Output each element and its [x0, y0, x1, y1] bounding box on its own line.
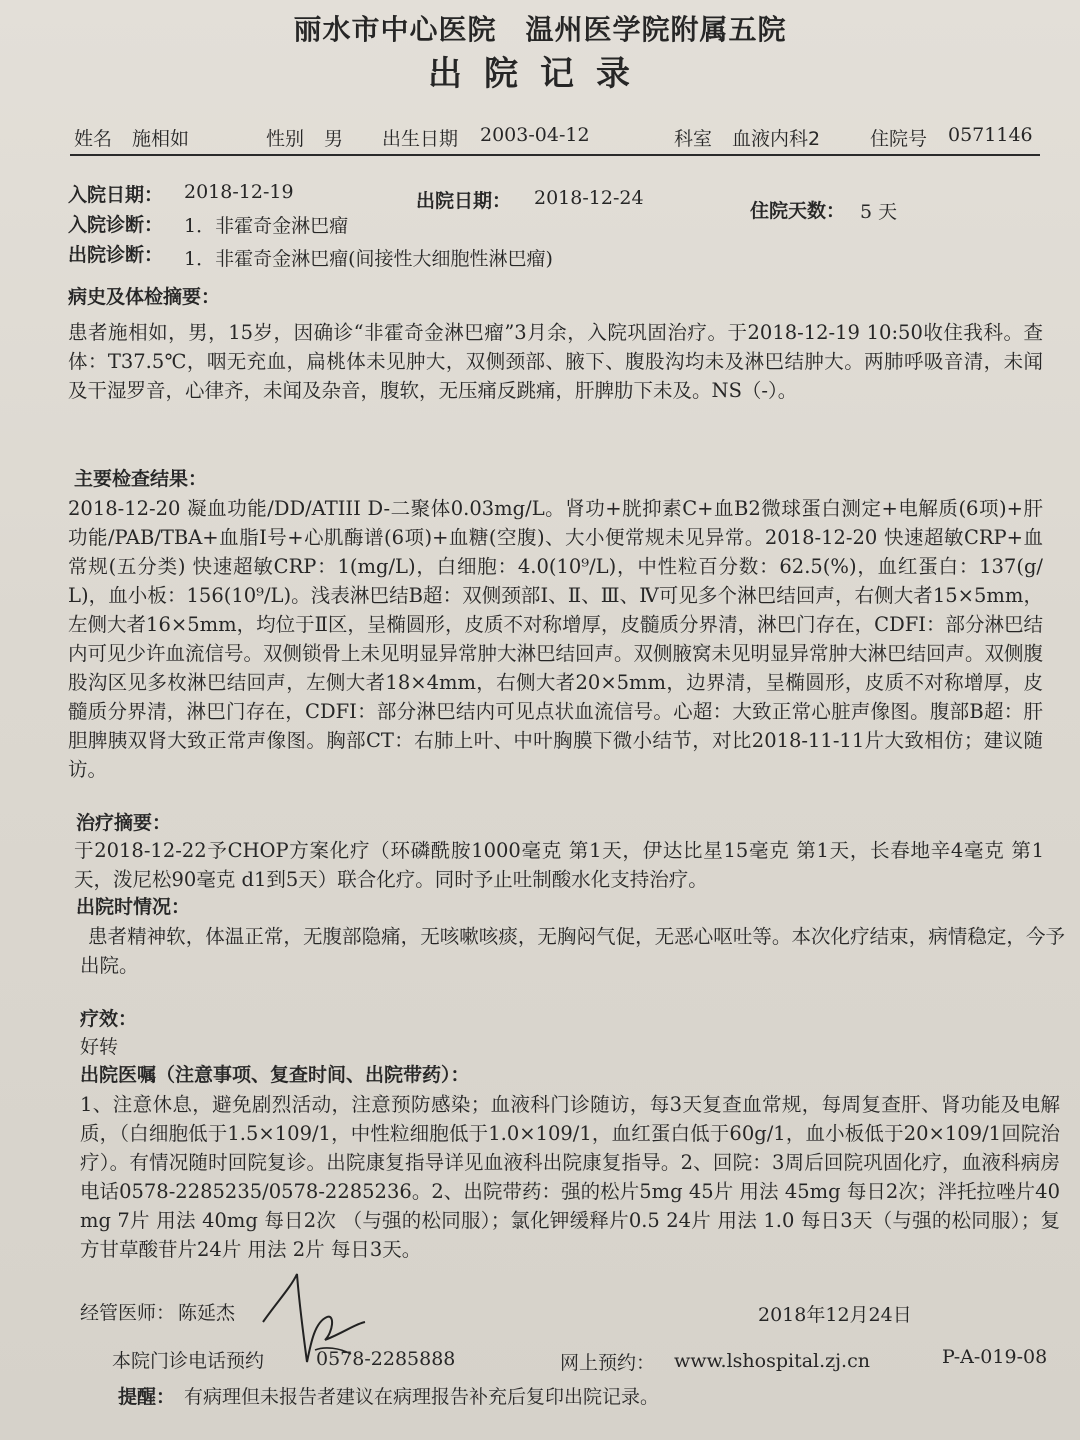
dob-label: 出生日期 [382, 128, 459, 150]
admit-diagnosis: 1．非霍奇金淋巴瘤 [184, 215, 349, 237]
discharge-date: 2018-12-24 [534, 187, 644, 209]
appointment-phone: 0578-2285888 [316, 1348, 456, 1370]
signing-date: 2018年12月24日 [758, 1304, 912, 1326]
admit-date: 2018-12-19 [184, 181, 294, 203]
inpatient-no-label: 住院号 [870, 128, 928, 150]
discharge-status-text: 患者精神软，体温正常，无腹部隐痛，无咳嗽咳痰，无胸闷气促，无恶心呕吐等。本次化疗结束，病情稳定，今予出院。 [80, 925, 1065, 977]
efficacy-heading: 疗效： [80, 1008, 138, 1030]
discharge-date-label: 出院日期： [416, 190, 512, 212]
treatment-heading: 治疗摘要： [76, 812, 172, 834]
history-text: 患者施相如，男，15岁，因确诊“非霍奇金淋巴瘤”3月余，入院巩固治疗。于2018-12-19 10:50收住我科。查体：T37.5℃，咽无充血，扁桃体未见肿大，双侧颈部、腋下、腹股沟均未及淋巴结肿大。两肺呼吸音清，未闻及干湿罗音，心律齐，未闻及杂音，腹软，无压痛反跳痛，肝脾肋下未及。NS（-）。 [68, 321, 1043, 402]
reminder-label: 提醒： [118, 1386, 176, 1408]
stay-days-label: 住院天数： [750, 200, 846, 222]
reminder-text: 有病理但未报告者建议在病理报告补充后复印出院记录。 [184, 1386, 660, 1408]
gender-label: 性别 [266, 128, 305, 150]
treatment-text: 于2018-12-22予CHOP方案化疗（环磷酰胺1000毫克 第1天，伊达比星15毫克 第1天，长春地辛4毫克 第1天，泼尼松90毫克 d1到5天）联合化疗。同时予止吐制酸水化支持治疗。 [74, 839, 1044, 891]
web-address: www.lshospital.zj.cn [674, 1350, 870, 1372]
patient-gender: 男 [324, 128, 344, 150]
patient-dept: 血液内科2 [732, 128, 821, 150]
phone-label: 本院门诊电话预约 [112, 1350, 265, 1372]
discharge-status-heading: 出院时情况： [76, 896, 191, 918]
discharge-diagnosis: 1．非霍奇金淋巴瘤(间接性大细胞性淋巴瘤) [184, 248, 553, 270]
patient-info-bar [70, 118, 1040, 156]
patient-name: 施相如 [132, 128, 190, 150]
discharge-diagnosis-label: 出院诊断： [68, 244, 164, 266]
doctor-label: 经管医师： [80, 1302, 176, 1324]
stay-days: 5 天 [860, 201, 898, 223]
efficacy-text: 好转 [80, 1036, 119, 1058]
discharge-orders-text: 1、注意休息，避免剧烈活动，注意预防感染；血液科门诊随访，每3天复查血常规，每周复查肝、肾功能及电解质，（白细胞低于1.5×109/1，中性粒细胞低于1.0×109/1，血红蛋白低于60g/1，血小板低于20×109/1回院治疗）。有情况随时回院复诊。出院康复指导详见血液科出院康复指导。2、回院：3周后回院巩固化疗，血液科病房电话0578-2285235/0578-2285236。2、出院带药：强的松片5mg 45片 用法 45mg 每日2次；泮托拉唑片40mg 7片 用法 40mg 每日2次 （与强的松同服）；氯化钾缓释片0.5 24片 用法 1.0 每日3天（与强的松同服）；复方甘草酸苷片24片 用法 2片 每日3天。 [80, 1093, 1060, 1261]
admit-date-label: 入院日期： [68, 184, 164, 206]
form-code: P-A-019-08 [942, 1346, 1048, 1368]
document-title: 出院记录 [428, 54, 652, 94]
name-label: 姓名 [74, 128, 113, 150]
discharge-orders-heading: 出院医嘱（注意事项、复查时间、出院带药）： [80, 1064, 470, 1086]
exam-heading: 主要检查结果： [74, 468, 208, 490]
history-heading: 病史及体检摘要： [68, 286, 221, 308]
inpatient-number: 0571146 [948, 124, 1033, 146]
dept-label: 科室 [674, 128, 713, 150]
exam-text: 2018-12-20 凝血功能/DD/ATIII D-二聚体0.03mg/L。肾功+胱抑素C+血B2微球蛋白测定+电解质(6项)+肝功能/PAB/TBA+血脂Ⅰ号+心肌酶谱(6项)+血糖(空腹)、大小便常规未见异常。2018-12-20 快速超敏CRP+血常规(五分类) 快速超敏CRP：1(mg/L)，白细胞：4.0(10⁹/L)，中性粒百分数：62.5(%)，血红蛋白：137(g/L)，血小板：156(10⁹/L)。浅表淋巴结B超：双侧颈部Ⅰ、Ⅱ、Ⅲ、Ⅳ可见多个淋巴结回声，右侧大者15×5mm，左侧大者16×5mm，均位于Ⅱ区，呈椭圆形，皮质不对称增厚，皮髓质分界清，淋巴门存在，CDFI：部分淋巴结内可见少许血流信号。双侧锁骨上未见明显异常肿大淋巴结回声。双侧腋窝未见明显异常肿大淋巴结回声。双侧腹股沟区见多枚淋巴结回声，左侧大者18×4mm，右侧大者20×5mm，边界清，呈椭圆形，皮质不对称增厚，皮髓质分界清，淋巴门存在，CDFI：部分淋巴结内可见点状血流信号。心超：大致正常心脏声像图。腹部B超：肝胆脾胰双肾大致正常声像图。胸部CT：右肺上叶、中叶胸膜下微小结节，对比2018-11-11片大致相仿；建议随访。 [68, 497, 1044, 781]
doctor-name: 陈延杰 [178, 1302, 236, 1324]
web-label: 网上预约： [560, 1352, 656, 1374]
hospital-name: 丽水市中心医院 温州医学院附属五院 [293, 13, 787, 46]
patient-dob: 2003-04-12 [480, 124, 590, 146]
admit-diagnosis-label: 入院诊断： [68, 214, 164, 236]
